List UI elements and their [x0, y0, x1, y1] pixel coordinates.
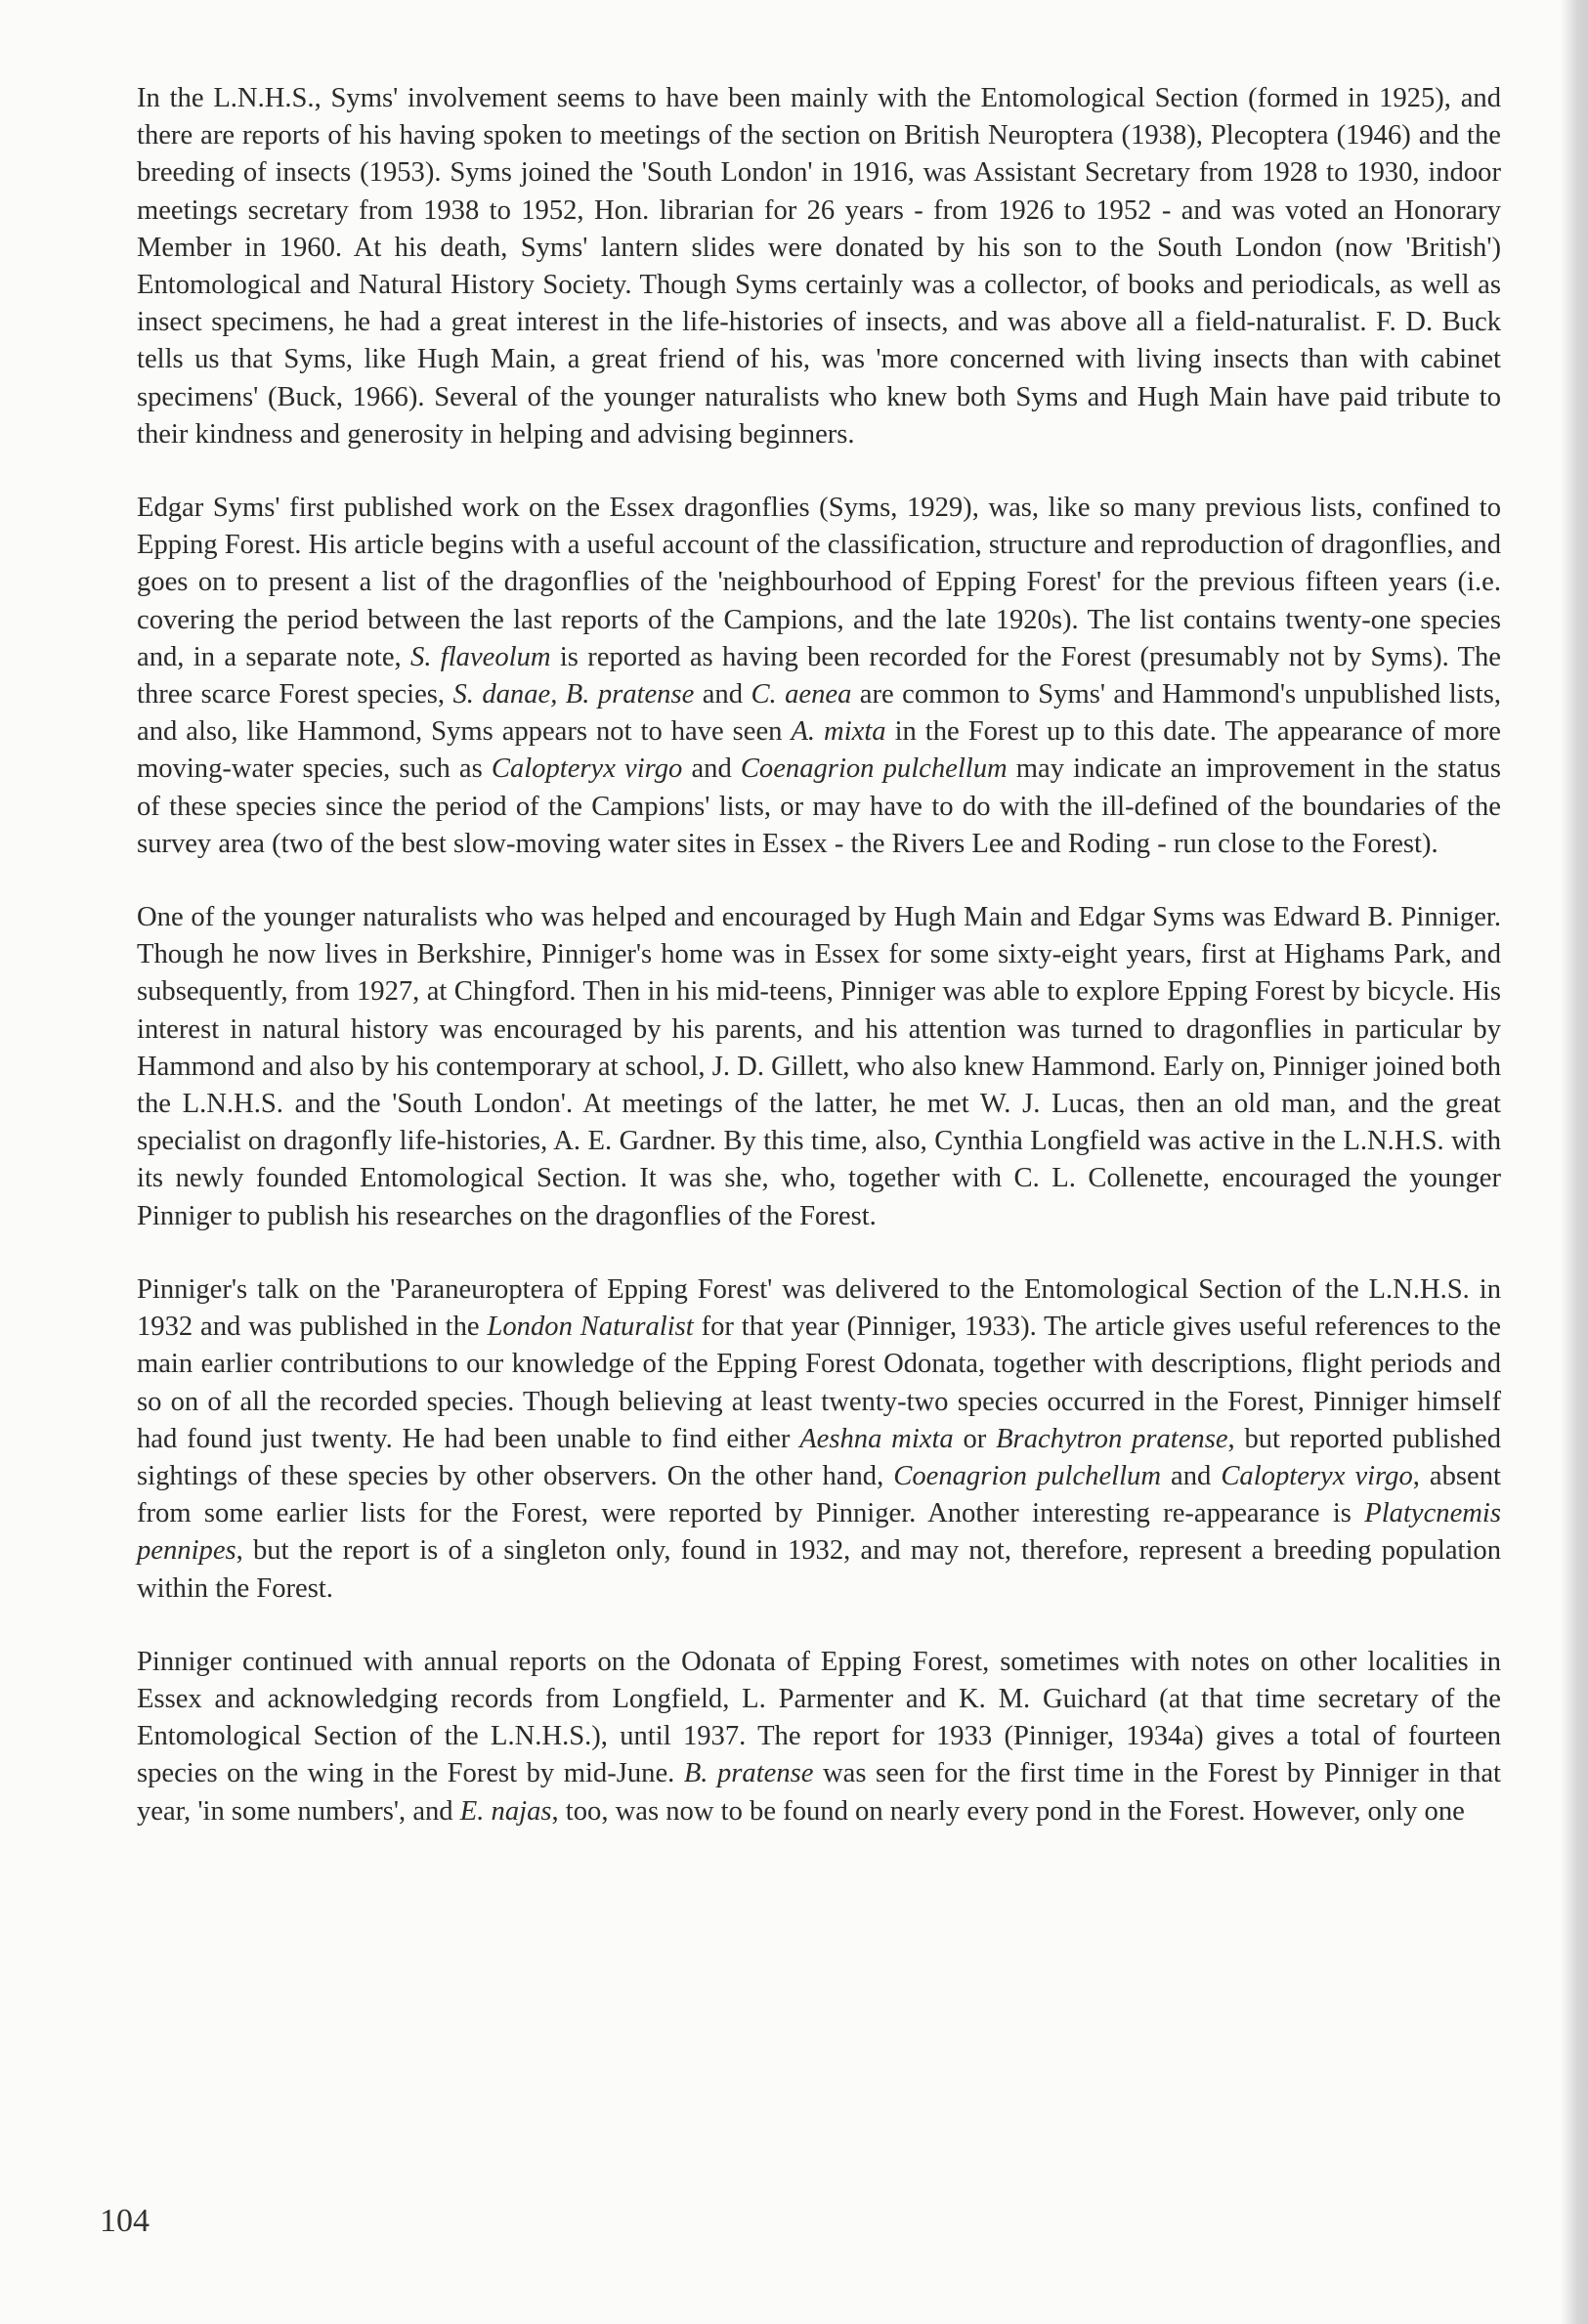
paragraph-4	[137, 1271, 1501, 1608]
paragraph-3	[137, 899, 1501, 1235]
text-segment: may indicate an improvement in the status of these species since the period of the Campions' lists, or may have to do with the ill-defined of the boundaries of the survey area (two of the best slow-moving water sites in Essex - the Rivers Lee and Roding - run close to the Forest).	[137, 753, 1501, 859]
text-segment: Pinniger's talk on the 'Paraneuroptera of Epping Forest' was delivered to the Entomological Section of the L.N.H.S. in 1932 and was published in the	[137, 1273, 1501, 1343]
text-segment: , too, was now to be found on nearly every pond in the Forest. However, only one	[551, 1795, 1465, 1827]
text-segment: is reported as having been recorded for the Forest (presumably not by Syms). The three scarce Forest species,	[137, 641, 1501, 710]
text-segment: One of the younger naturalists who was helped and encouraged by Hugh Main and Edgar Syms was Edward B. Pinniger. Though he now lives in Berkshire, Pinniger's home was in Essex for some sixty-eight years, first at Highams Park, and subsequently, from 1927, at Chingford. Then in his mid-teens, Pinniger was able to explore Epping Forest by bicycle. His interest in natural history was encouraged by his parents, and his attention was turned to dragonflies in particular by Hammond and also by his contemporary at school, J. D. Gillett, who also knew Hammond. Early on, Pinniger joined both the L.N.H.S. and the 'South London'. At meetings of the latter, he met W. J. Lucas, then an old man, and the great specialist on dragonfly life-histories, A. E. Gardner. By this time, also, Cynthia Longfield was active in the L.N.H.S. with its newly founded Entomological Section. It was she, who, together with C. L. Collenette, encouraged the younger Pinniger to publish his researches on the dragonflies of the Forest.	[137, 902, 1501, 1231]
italic-text-segment: E. najas	[459, 1795, 552, 1827]
text-segment: and	[1160, 1460, 1222, 1491]
text-segment: , absent from some earlier lists for the Forest, were reported by Pinniger. Another interesting re-appearance is	[137, 1460, 1501, 1529]
paragraph-2	[137, 490, 1501, 863]
italic-text-segment: Calopteryx virgo	[1221, 1460, 1413, 1491]
text-segment: Edgar Syms' first published work on the Essex dragonflies (Syms, 1929), was, like so many previous lists, confined to Epping Forest. His article begins with a useful account of the classification, structure and reproduction of dragonflies, and goes on to present a list of the dragonflies of the 'neighbourhood of Epping Forest' for the previous fifteen years (i.e. covering the period between the last reports of the Campions, and the late 1920s). The list contains twenty-one species and, in a separate note,	[137, 493, 1501, 672]
text-segment: and	[694, 679, 751, 710]
paragraph-5	[137, 1644, 1501, 1830]
text-segment: are common to Syms' and Hammond's unpublished lists, and also, like Hammond, Syms appears not to have seen	[137, 679, 1501, 748]
italic-text-segment: London Naturalist	[487, 1312, 694, 1343]
text-segment: and	[682, 753, 741, 785]
text-segment: was seen for the first time in the Forest by Pinniger in that year, 'in some numbers', and	[137, 1758, 1502, 1827]
text-segment: Pinniger continued with annual reports on the Odonata of Epping Forest, sometimes with notes on other localities in Essex and acknowledging records from Longfield, L. Parmenter and K. M. Guichard (at that time secretary of the Entomological Section of the L.N.H.S.), until 1937. The report for 1933 (Pinniger, 1934a) gives a total of fourteen species on the wing in the Forest by mid-June.	[137, 1646, 1501, 1789]
italic-text-segment: C. aenea	[751, 679, 852, 710]
text-segment: or	[953, 1423, 997, 1454]
italic-text-segment: Coenagrion pulchellum	[893, 1460, 1161, 1491]
italic-text-segment: Platycnemis pennipes	[137, 1498, 1501, 1567]
italic-text-segment: S. danae, B. pratense	[452, 679, 695, 710]
paragraph-1	[137, 80, 1501, 453]
text-segment: for that year (Pinniger, 1933). The article gives useful references to the main earlier contributions to our knowledge of the Epping Forest Odonata, together with descriptions, flight periods and so on of all the recorded species. Though believing at least twenty-two species occurred in the Forest, Pinniger himself had found just twenty. He had been unable to find either	[137, 1312, 1502, 1454]
italic-text-segment: S. flaveolum	[410, 641, 551, 672]
text-segment: In the L.N.H.S., Syms' involvement seems to have been mainly with the Entomological Section (formed in 1925), and there are reports of his having spoken to meetings of the section on British Neuroptera (1938), Plecoptera (1946) and the breeding of insects (1953). Syms joined the 'South London' in 1916, was Assistant Secretary from 1928 to 1930, indoor meetings secretary from 1938 to 1952, Hon. librarian for 26 years - from 1926 to 1952 - and was voted an Honorary Member in 1960. At his death, Syms' lantern slides were donated by his son to the South London (now 'British') Entomological and Natural History Society. Though Syms certainly was a collector, of books and periodicals, as well as insect specimens, he had a great interest in the life-histories of insects, and was above all a field-naturalist. F. D. Buck tells us that Syms, like Hugh Main, a great friend of his, was 'more concerned with living insects than with cabinet specimens' (Buck, 1966). Several of the younger naturalists who knew both Syms and Hugh Main have paid tribute to their kindness and generosity in helping and advising beginners.	[137, 83, 1501, 450]
italic-text-segment: Aeshna mixta	[799, 1423, 954, 1454]
italic-text-segment: Coenagrion pulchellum	[740, 753, 1008, 785]
text-segment: , but reported published sightings of these species by other observers. On the other hand,	[137, 1423, 1502, 1491]
text-segment: in the Forest up to this date. The appearance of more moving-water species, such as	[137, 716, 1501, 785]
italic-text-segment: Calopteryx virgo	[491, 753, 683, 785]
page-number: 104	[100, 2203, 150, 2239]
text-segment: , but the report is of a singleton only, found in 1932, and may not, therefore, represent a breeding population within the Forest.	[137, 1535, 1501, 1604]
page-edge-shadow	[1561, 0, 1588, 2324]
italic-text-segment: Brachytron pratense	[996, 1423, 1228, 1454]
italic-text-segment: B. pratense	[683, 1758, 814, 1789]
italic-text-segment: A. mixta	[791, 716, 886, 748]
text-column	[137, 80, 1501, 1867]
